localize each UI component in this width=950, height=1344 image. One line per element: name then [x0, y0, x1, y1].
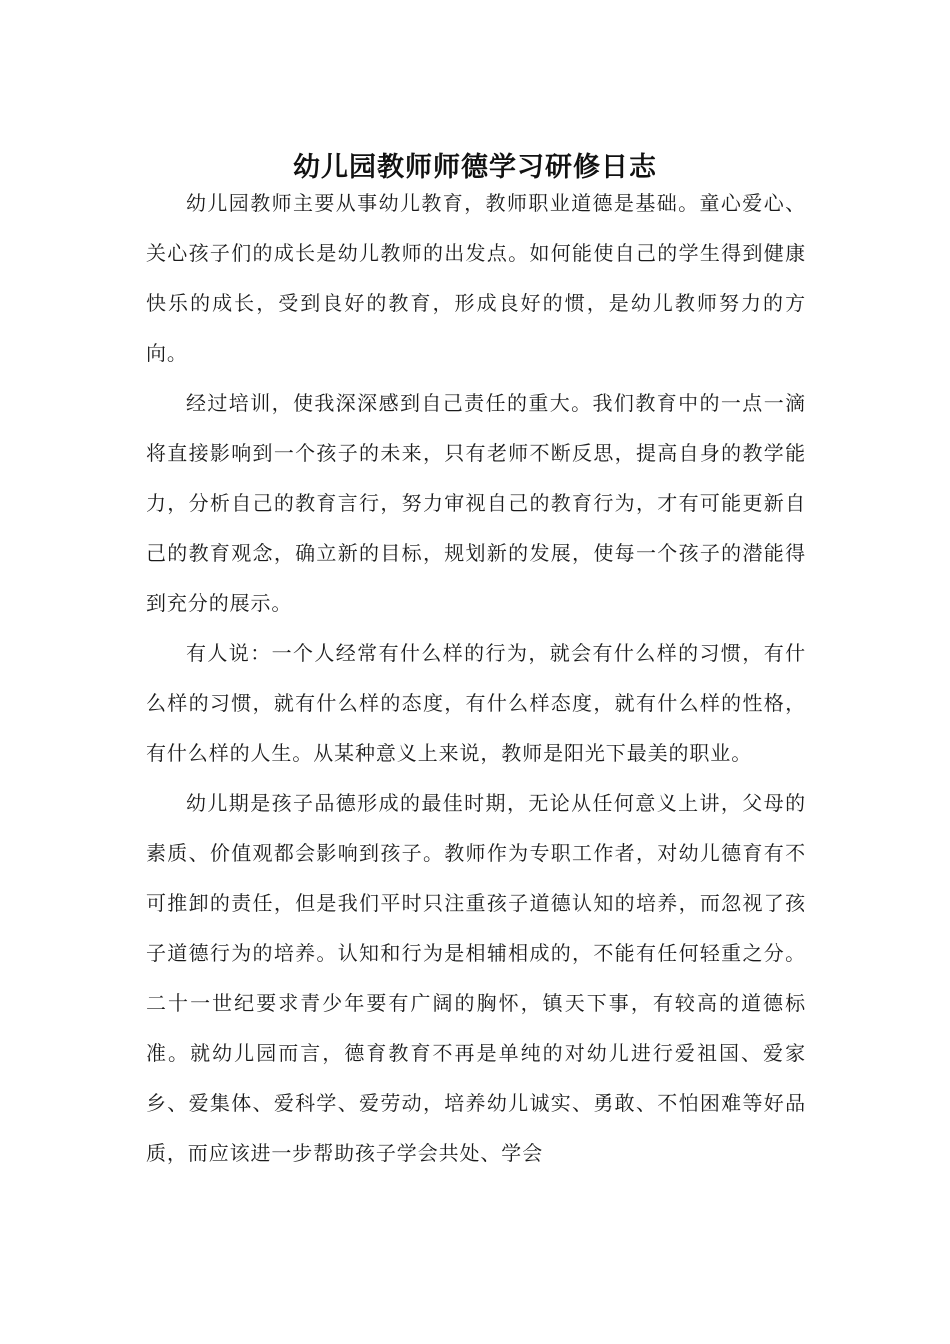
paragraph-3: 有人说：一个人经常有什么样的行为，就会有什么样的习惯，有什么样的习惯，就有什么样的态度，有什么样态度，就有什么样的性格，有什么样的人生。从某种意义上来说，教师是阳光下最美的职业。	[146, 641, 806, 765]
paragraph-1: 幼儿园教师主要从事幼儿教育，教师职业道德是基础。童心爱心、关心孩子们的成长是幼儿教师的出发点。如何能使自己的学生得到健康快乐的成长，受到良好的教育，形成良好的惯，是幼儿教师努力的方向。	[146, 191, 806, 365]
paragraph-2: 经过培训，使我深深感到自己责任的重大。我们教育中的一点一滴将直接影响到一个孩子的未来，只有老师不断反思，提高自身的教学能力，分析自己的教育言行，努力审视自己的教育行为，才有可能更新自己的教育观念，确立新的目标，规划新的发展，使每一个孩子的潜能得到充分的展示。	[146, 391, 806, 615]
document-title: 幼儿园教师师德学习研修日志	[293, 152, 657, 184]
paragraph-4: 幼儿期是孩子品德形成的最佳时期，无论从任何意义上讲，父母的素质、价值观都会影响到孩子。教师作为专职工作者，对幼儿德育有不可推卸的责任，但是我们平时只注重孩子道德认知的培养，而忽视了孩子道德行为的培养。认知和行为是相辅相成的，不能有任何轻重之分。二十一世纪要求青少年要有广阔的胸怀，镇天下事，有较高的道德标准。就幼儿园而言，德育教育不再是单纯的对幼儿进行爱祖国、爱家乡、爱集体、爱科学、爱劳动，培养幼儿诚实、勇敢、不怕困难等好品质，而应该进一步帮助孩子学会共处、学会	[146, 791, 806, 1165]
document-body	[146, 178, 806, 1178]
